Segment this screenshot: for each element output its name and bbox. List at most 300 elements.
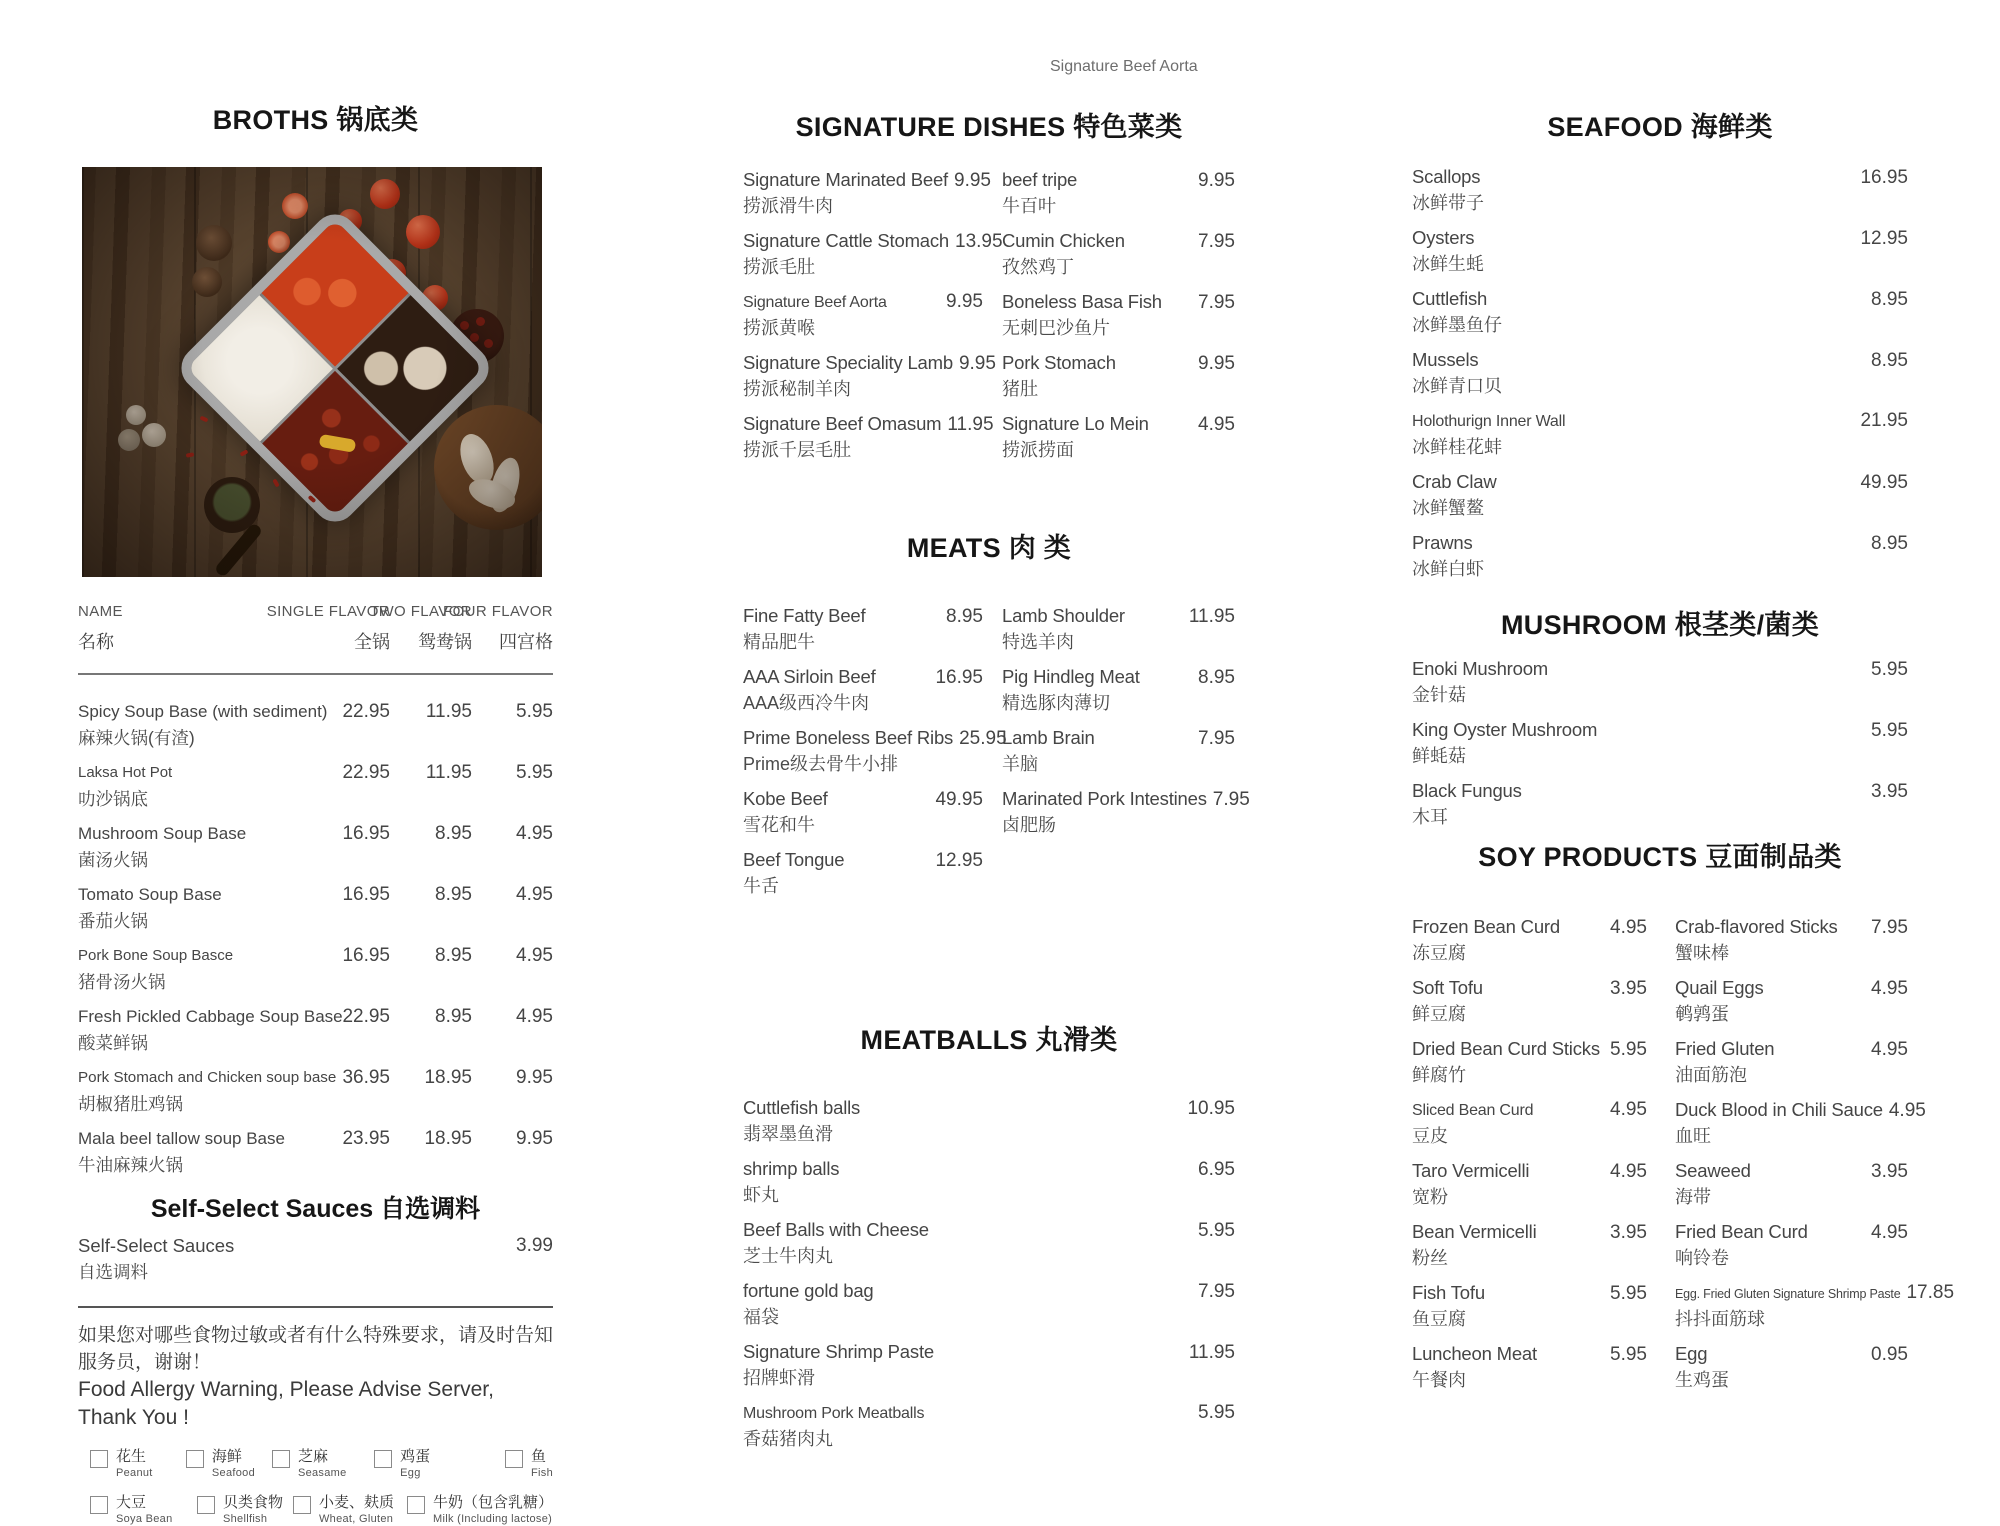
item-name: Signature Speciality Lamb [743, 352, 953, 373]
allergen-label-cn: 牛奶（包含乳糖） [433, 1494, 554, 1511]
broth-name: Fresh Pickled Cabbage Soup Base [78, 1007, 343, 1026]
broths-table [78, 599, 553, 1187]
checkbox-icon[interactable] [186, 1450, 204, 1468]
col-header-two: TWO FLAVOR [369, 603, 472, 620]
item-price: 7.95 [1871, 917, 1908, 938]
allergen-label-cn: 大豆 [116, 1494, 147, 1511]
meats-left [743, 603, 1007, 908]
item-name: Signature Beef Omasum [743, 413, 942, 434]
item-name-cn: 响铃卷 [1675, 1248, 1729, 1268]
item-name: Taro Vermicelli [1412, 1160, 1530, 1181]
menu-item [1002, 289, 1235, 350]
item-name: Frozen Bean Curd [1412, 916, 1560, 937]
item-name-cn: 精品肥牛 [743, 632, 815, 652]
checkbox-icon[interactable] [90, 1450, 108, 1468]
broth-row [78, 760, 553, 821]
menu-item [1412, 1036, 1647, 1097]
item-price: 16.95 [935, 667, 983, 688]
allergen-label-cn: 海鲜 [211, 1448, 242, 1465]
item-name: Marinated Pork Intestines [1002, 788, 1207, 809]
item-name: Prime Boneless Beef Ribs [743, 727, 954, 748]
item-name-cn: 冰鲜生蚝 [1412, 254, 1484, 274]
broth-name-cn: 酸菜鲜锅 [78, 1033, 148, 1053]
broth-price-two: 8.95 [435, 945, 472, 966]
menu-item [1412, 975, 1647, 1036]
item-price: 8.95 [1871, 350, 1908, 371]
item-name: beef tripe [1002, 169, 1078, 190]
broth-price-single: 36.95 [342, 1067, 390, 1088]
item-price: 5.95 [1610, 1039, 1647, 1060]
sauce-name: Self-Select Sauces [78, 1235, 235, 1256]
soy-items [1412, 914, 1955, 1402]
hotpot-photo [82, 167, 542, 577]
allergy-warning-cn: 如果您对哪些食物过敏或者有什么特殊要求，请及时告知服务员，谢谢！ [78, 1325, 554, 1373]
signature-title: SIGNATURE DISHES 特色菜类 [795, 112, 1183, 142]
menu-item [743, 847, 983, 908]
allergy-checkbox-row-1 [78, 1448, 553, 1480]
item-price: 13.95 [955, 231, 1003, 252]
menu-item [1412, 1280, 1647, 1341]
broth-price-four: 5.95 [516, 762, 553, 783]
broth-row [78, 821, 553, 882]
menu-item [743, 167, 991, 228]
col-header-four: FOUR FLAVOR [443, 603, 553, 620]
item-name-cn: AAA级西冷牛肉 [743, 693, 870, 713]
broth-name-cn: 麻辣火锅(有渣) [78, 728, 195, 748]
broth-name: Mala beel tallow soup Base [78, 1129, 285, 1148]
menu-item [1002, 786, 1250, 847]
item-price: 8.95 [1198, 667, 1235, 688]
menu-item [1412, 914, 1647, 975]
item-name: Mushroom Pork Meatballs [743, 1405, 925, 1422]
item-name: Soft Tofu [1412, 977, 1483, 998]
item-name: Egg. Fried Gluten Signature Shrimp Paste [1675, 1287, 1901, 1301]
menu-item [1002, 725, 1235, 786]
item-name-cn: 粉丝 [1412, 1248, 1448, 1268]
item-name-cn: 雪花和牛 [743, 815, 815, 835]
checkbox-labels [319, 1494, 394, 1526]
checkbox-icon[interactable] [407, 1496, 425, 1514]
allergy-checkbox-item [293, 1494, 407, 1526]
menu-item [743, 664, 983, 725]
item-name: Boneless Basa Fish [1002, 291, 1162, 312]
sauce-name-cn: 自选调料 [78, 1262, 148, 1282]
mushroom-items [1412, 656, 1908, 839]
broth-price-single: 22.95 [342, 762, 390, 783]
item-name-cn: 豆皮 [1412, 1126, 1448, 1146]
allergy-warning-en: Food Allergy Warning, Please Advise Server, Thank You ! [78, 1378, 494, 1429]
menu-item [1412, 530, 1908, 591]
item-name-cn: 鲜蚝菇 [1412, 746, 1466, 766]
broth-price-two: 11.95 [425, 701, 472, 722]
item-name: Signature Beef Aorta [743, 294, 887, 311]
item-name-cn: 捞派毛肚 [743, 257, 815, 277]
allergen-label-cn: 鸡蛋 [400, 1448, 431, 1465]
menu-item [1675, 975, 1908, 1036]
item-price: 7.95 [1212, 789, 1250, 810]
item-name: Black Fungus [1412, 780, 1522, 801]
item-name: Seaweed [1675, 1160, 1751, 1181]
allergen-label-cn: 贝类食物 [223, 1494, 284, 1511]
item-name: AAA Sirloin Beef [743, 666, 876, 687]
checkbox-labels [433, 1494, 553, 1526]
item-price: 5.95 [1610, 1283, 1647, 1304]
item-name: Signature Shrimp Paste [743, 1341, 934, 1362]
menu-item [1412, 286, 1908, 347]
allergy-checkbox-item [90, 1494, 197, 1526]
allergen-label-en: Soya Bean [116, 1513, 173, 1525]
top-page-note: Signature Beef Aorta [1050, 58, 1198, 75]
item-price: 12.95 [935, 850, 983, 871]
soy-title: SOY PRODUCTS 豆面制品类 [1478, 842, 1842, 872]
soy-left [1412, 914, 1647, 1402]
broth-name-cn: 叻沙锅底 [78, 789, 148, 809]
item-price: 49.95 [935, 789, 983, 810]
item-name-cn: 冰鲜白虾 [1412, 559, 1484, 579]
col-header-name: NAME [78, 603, 123, 620]
item-name: fortune gold bag [743, 1280, 874, 1301]
item-name: Holothurign Inner Wall [1412, 413, 1566, 430]
item-name-cn: 捞派千层毛肚 [743, 440, 851, 460]
item-price: 8.95 [1871, 289, 1908, 310]
item-price: 4.95 [1871, 1222, 1908, 1243]
menu-item [1412, 408, 1908, 469]
checkbox-labels [400, 1448, 430, 1480]
item-price: 5.95 [1198, 1220, 1235, 1241]
menu-item [1002, 603, 1235, 664]
broth-name: Laksa Hot Pot [78, 764, 173, 781]
item-price: 4.95 [1610, 917, 1647, 938]
checkbox-icon[interactable] [293, 1496, 311, 1514]
checkbox-icon[interactable] [505, 1450, 523, 1468]
item-name-cn: 虾丸 [743, 1185, 779, 1205]
item-name-cn: 蟹味棒 [1675, 943, 1729, 963]
broth-price-two: 18.95 [424, 1067, 472, 1088]
item-name: Fine Fatty Beef [743, 605, 866, 626]
item-name: Signature Lo Mein [1002, 413, 1149, 434]
broth-price-two: 11.95 [425, 762, 472, 783]
item-name-cn: 翡翠墨鱼滑 [743, 1124, 833, 1144]
checkbox-labels [212, 1448, 255, 1480]
mushroom-title: MUSHROOM 根茎类/菌类 [1501, 610, 1819, 640]
broth-row [78, 1065, 553, 1126]
item-price: 4.95 [1871, 1039, 1908, 1060]
allergen-label-en: Seasame [297, 1467, 347, 1479]
broth-name-cn: 牛油麻辣火锅 [78, 1155, 183, 1175]
item-price: 4.95 [1871, 978, 1908, 999]
menu-item [1675, 1341, 1908, 1402]
item-price: 9.95 [1198, 353, 1235, 374]
item-price: 8.95 [1871, 533, 1908, 554]
item-name-cn: Prime级去骨牛小排 [743, 754, 899, 774]
checkbox-icon[interactable] [90, 1496, 108, 1514]
menu-item [743, 786, 983, 847]
item-name: Bean Vermicelli [1412, 1221, 1537, 1242]
item-price: 9.95 [946, 291, 983, 312]
item-name-cn: 宽粉 [1412, 1187, 1448, 1207]
allergy-checkbox-item [374, 1448, 505, 1480]
checkbox-labels [223, 1494, 283, 1526]
item-name-cn: 孜然鸡丁 [1002, 257, 1074, 277]
meats-right [1002, 603, 1250, 908]
allergen-label-en: Fish [531, 1467, 553, 1479]
item-name: Cuttlefish [1412, 288, 1488, 309]
item-price: 10.95 [1187, 1098, 1235, 1119]
item-price: 16.95 [1860, 167, 1908, 188]
menu-item [1675, 1097, 1926, 1158]
allergen-label-cn: 花生 [116, 1448, 147, 1465]
allergen-label-en: Milk (Including lactose) [433, 1513, 553, 1525]
broth-price-two: 8.95 [435, 884, 472, 905]
menu-item [743, 1278, 1235, 1339]
item-price: 25.95 [959, 728, 1007, 749]
item-price: 7.95 [1198, 728, 1235, 749]
item-name-cn: 生鸡蛋 [1675, 1370, 1729, 1390]
item-name-cn: 猪肚 [1002, 379, 1038, 399]
item-name-cn: 芝士牛肉丸 [743, 1246, 833, 1266]
item-name-cn: 捞派捞面 [1002, 440, 1074, 460]
broth-name-cn: 猪骨汤火锅 [78, 972, 166, 992]
col-header-two-cn: 鸳鸯锅 [418, 632, 472, 652]
item-name-cn: 鲜豆腐 [1412, 1004, 1466, 1024]
sauces-title: Self-Select Sauces 自选调料 [150, 1195, 481, 1223]
item-price: 7.95 [1198, 292, 1235, 313]
item-price: 17.85 [1906, 1282, 1955, 1303]
checkbox-labels [116, 1448, 153, 1480]
item-name: Fish Tofu [1412, 1282, 1485, 1303]
broth-name: Spicy Soup Base (with sediment) [78, 702, 328, 721]
item-price: 5.95 [1198, 1402, 1235, 1423]
broth-row [78, 882, 553, 943]
menu-item [1002, 411, 1235, 472]
item-name-cn: 捞派秘制羊肉 [743, 379, 851, 399]
item-name-cn: 木耳 [1412, 807, 1448, 827]
item-name-cn: 无刺巴沙鱼片 [1002, 318, 1110, 338]
item-price: 8.95 [946, 606, 983, 627]
meats-items [743, 603, 1250, 908]
broths-column [78, 0, 553, 1526]
item-name-cn: 冰鲜桂花蚌 [1412, 437, 1502, 457]
allergy-checkbox-item [186, 1448, 272, 1480]
item-name-cn: 特选羊肉 [1002, 632, 1074, 652]
item-name-cn: 香菇猪肉丸 [743, 1429, 833, 1449]
broth-price-two: 8.95 [435, 1006, 472, 1027]
broth-name-cn: 胡椒猪肚鸡锅 [78, 1094, 183, 1114]
menu-item [1675, 1219, 1908, 1280]
broth-price-single: 23.95 [342, 1128, 390, 1149]
broth-row [78, 699, 553, 760]
allergy-checkbox-item [407, 1494, 553, 1526]
menu-item [1412, 347, 1908, 408]
checkbox-labels [116, 1494, 173, 1526]
signature-right [1002, 167, 1235, 472]
item-name: Lamb Brain [1002, 727, 1095, 748]
meatballs-items [743, 1095, 1235, 1461]
broths-table-header [78, 599, 553, 659]
menu-item [743, 1217, 1235, 1278]
broths-title: BROTHS 锅底类 [212, 105, 419, 135]
allergy-checkbox-row-2 [78, 1494, 553, 1526]
menu-item [1412, 778, 1908, 839]
item-name: King Oyster Mushroom [1412, 719, 1598, 740]
menu-item [1675, 1280, 1955, 1341]
allergy-divider [78, 1306, 553, 1308]
item-price: 9.95 [954, 170, 991, 191]
allergy-checkbox-item [272, 1448, 374, 1480]
item-name-cn: 鹌鹑蛋 [1675, 1004, 1729, 1024]
item-name: Pork Stomach [1002, 352, 1116, 373]
menu-item [743, 228, 1003, 289]
item-name: Fried Bean Curd [1675, 1221, 1808, 1242]
broth-price-single: 22.95 [342, 1006, 390, 1027]
item-price: 3.95 [1871, 781, 1908, 802]
item-name: Cuttlefish balls [743, 1097, 861, 1118]
photo-vignette [82, 167, 542, 577]
item-price: 11.95 [947, 414, 994, 435]
broth-price-two: 18.95 [424, 1128, 472, 1149]
menu-item [1412, 1158, 1647, 1219]
meatballs-title: MEATBALLS 丸滑类 [860, 1025, 1118, 1055]
checkbox-icon[interactable] [197, 1496, 215, 1514]
item-name-cn: 鲜腐竹 [1412, 1065, 1466, 1085]
broth-row [78, 1004, 553, 1065]
item-name: Quail Eggs [1675, 977, 1764, 998]
col-header-four-cn: 四宫格 [499, 632, 553, 652]
broth-price-single: 16.95 [342, 823, 390, 844]
item-name-cn: 冻豆腐 [1412, 943, 1466, 963]
item-price: 6.95 [1198, 1159, 1235, 1180]
menu-item [1002, 350, 1235, 411]
sauce-item [78, 1233, 553, 1286]
signature-items [743, 167, 1235, 472]
item-name-cn: 福袋 [743, 1307, 779, 1327]
item-name: Dried Bean Curd Sticks [1412, 1038, 1600, 1059]
allergen-label-cn: 芝麻 [297, 1448, 328, 1465]
broth-price-four: 9.95 [516, 1067, 553, 1088]
item-price: 11.95 [1188, 606, 1235, 627]
item-name: Crab-flavored Sticks [1675, 916, 1838, 937]
item-name-cn: 羊脑 [1002, 754, 1038, 774]
item-name: Cumin Chicken [1002, 230, 1125, 251]
item-name: Sliced Bean Curd [1412, 1102, 1534, 1119]
menu-item [743, 289, 983, 350]
broth-name: Pork Stomach and Chicken soup base [78, 1069, 337, 1086]
menu-item [743, 725, 1007, 786]
item-price: 7.95 [1198, 1281, 1235, 1302]
menu-item [1675, 1158, 1908, 1219]
allergen-label-en: Seafood [211, 1467, 255, 1479]
sauce-price: 3.99 [516, 1235, 553, 1256]
checkbox-icon[interactable] [374, 1450, 392, 1468]
item-name-cn: 冰鲜墨鱼仔 [1412, 315, 1502, 335]
broth-name-cn: 番茄火锅 [78, 911, 148, 931]
broth-price-four: 4.95 [516, 945, 553, 966]
item-name-cn: 鱼豆腐 [1412, 1309, 1466, 1329]
item-name-cn: 牛百叶 [1002, 196, 1056, 216]
item-price: 3.95 [1871, 1161, 1908, 1182]
middle-column [743, 0, 1250, 1461]
item-name-cn: 卤肥肠 [1002, 815, 1056, 835]
broth-row [78, 1126, 553, 1187]
item-name: Fried Gluten [1675, 1038, 1775, 1059]
item-name: shrimp balls [743, 1158, 840, 1179]
item-name-cn: 冰鲜蟹鳌 [1412, 498, 1484, 518]
seafood-items [1412, 164, 1908, 591]
col-header-single-cn: 全锅 [354, 632, 390, 652]
table-divider [78, 673, 553, 675]
item-price: 4.95 [1610, 1161, 1647, 1182]
item-name-cn: 冰鲜青口贝 [1412, 376, 1502, 396]
item-price: 49.95 [1860, 472, 1908, 493]
item-price: 0.95 [1871, 1344, 1908, 1365]
broth-name: Mushroom Soup Base [78, 824, 247, 843]
allergen-label-en: Peanut [116, 1467, 153, 1479]
allergy-checkbox-item [197, 1494, 293, 1526]
item-name: Kobe Beef [743, 788, 828, 809]
allergen-label-en: Wheat, Gluten [319, 1513, 394, 1525]
signature-left [743, 167, 1003, 472]
menu-item [743, 603, 983, 664]
broth-price-four: 9.95 [516, 1128, 553, 1149]
item-name: Enoki Mushroom [1412, 658, 1549, 679]
broth-price-four: 4.95 [516, 884, 553, 905]
item-name-cn: 捞派滑牛肉 [743, 196, 833, 216]
item-name-cn: 血旺 [1675, 1126, 1711, 1146]
checkbox-icon[interactable] [272, 1450, 290, 1468]
item-name: Signature Cattle Stomach [743, 230, 950, 251]
broth-price-four: 4.95 [516, 1006, 553, 1027]
allergen-label-cn: 小麦、麸质 [319, 1494, 395, 1511]
item-name-cn: 金针菇 [1412, 685, 1466, 705]
item-price: 21.95 [1860, 410, 1908, 431]
broth-price-two: 8.95 [435, 823, 472, 844]
menu-item [1002, 167, 1235, 228]
menu-item [1412, 1097, 1647, 1158]
menu-item [1412, 1219, 1647, 1280]
menu-item [1412, 225, 1908, 286]
checkbox-labels [298, 1448, 347, 1480]
item-name: Signature Marinated Beef [743, 169, 948, 190]
item-price: 3.95 [1610, 1222, 1647, 1243]
broth-price-four: 4.95 [516, 823, 553, 844]
menu-item [743, 1339, 1235, 1400]
broth-price-single: 16.95 [342, 945, 390, 966]
menu-item [1412, 656, 1908, 717]
item-price: 5.95 [1610, 1344, 1647, 1365]
broth-name: Tomato Soup Base [78, 885, 222, 904]
item-name: Beef Tongue [743, 849, 845, 870]
menu-item [1675, 1036, 1908, 1097]
item-price: 4.95 [1610, 1099, 1647, 1120]
item-price: 12.95 [1860, 228, 1908, 249]
menu-item [743, 350, 996, 411]
item-price: 4.95 [1888, 1100, 1926, 1121]
item-name: Prawns [1412, 532, 1473, 553]
menu-item [743, 1156, 1235, 1217]
broth-row [78, 943, 553, 1004]
item-price: 5.95 [1871, 659, 1908, 680]
broth-name: Pork Bone Soup Basce [78, 947, 234, 964]
menu-item [1002, 664, 1235, 725]
col-header-name-cn: 名称 [78, 632, 114, 652]
col-header-single: SINGLE FLAVOR [266, 603, 390, 620]
allergy-checkbox-item [505, 1448, 553, 1480]
meats-title: MEATS 肉 类 [906, 533, 1072, 563]
allergen-label-cn: 鱼 [531, 1448, 547, 1465]
item-name: Luncheon Meat [1412, 1343, 1537, 1364]
item-price: 9.95 [958, 353, 996, 374]
menu-item [1412, 164, 1908, 225]
